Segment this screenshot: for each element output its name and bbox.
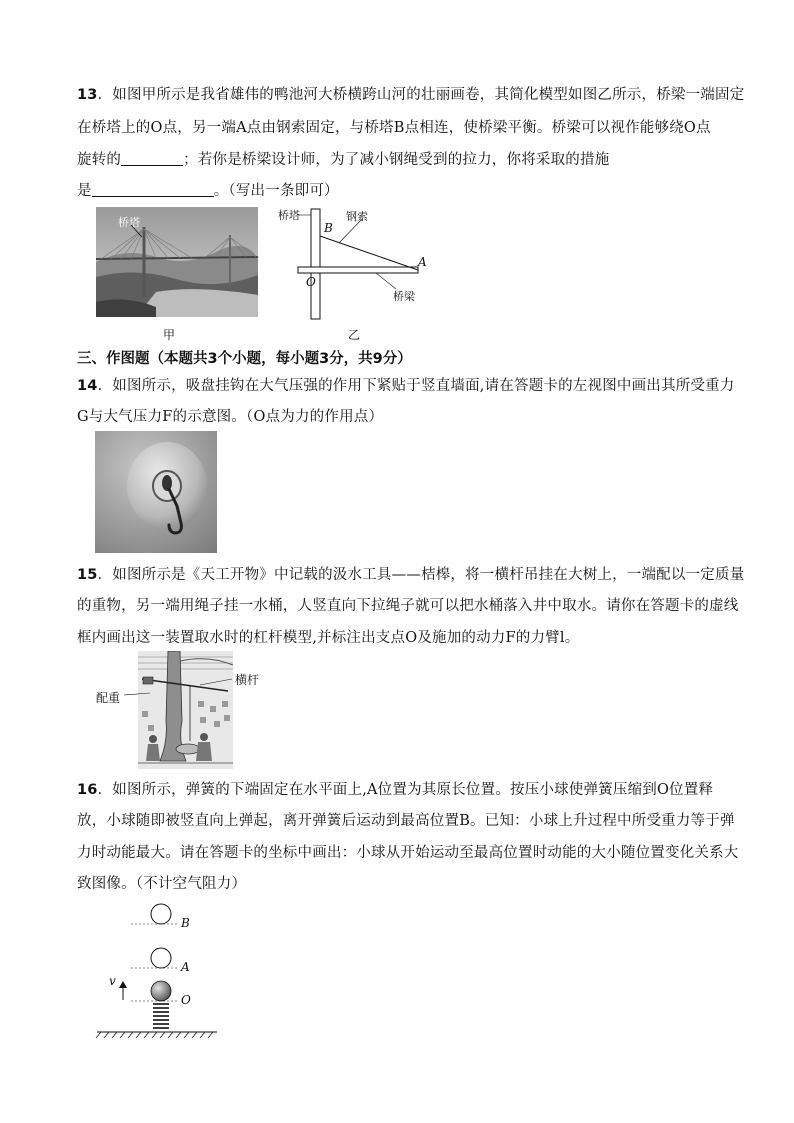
velocity-label: v bbox=[109, 974, 116, 988]
figure-jia-caption: 甲 bbox=[163, 328, 176, 342]
point-o-label: O bbox=[306, 275, 316, 289]
bridge-model-diagram bbox=[276, 205, 436, 323]
position-a-label: A bbox=[181, 960, 190, 974]
q15-line-1: 15．如图所示是《天工开物》中记载的汲水工具——桔槔，将一横杆吊挂在大树上，一端配以一定质量 bbox=[77, 567, 745, 583]
q16-line-1: 16．如图所示，弹簧的下端固定在水平面上,A位置为其原长位置。按压小球使弹簧压缩到O位置释 bbox=[77, 782, 714, 798]
q15-line-3: 框内画出这一装置取水时的杠杆模型,并标注出支点O及施加的动力F的力臂l。 bbox=[77, 630, 580, 646]
q13-line-1: 13．如图甲所示是我省雄伟的鸭池河大桥横跨山河的壮丽画卷，其简化模型如图乙所示，桥梁一端固定 bbox=[77, 87, 745, 103]
position-o-label: O bbox=[181, 993, 191, 1007]
q13-number: 13 bbox=[77, 87, 98, 103]
q13-line-4: 是 。（写出一条即可） bbox=[77, 183, 339, 199]
spring-ball-diagram bbox=[95, 898, 225, 1043]
model-tower-label: 桥塔 bbox=[278, 209, 300, 222]
point-a-label: A bbox=[418, 255, 427, 269]
q13-line-2: 在桥塔上的O点，另一端A点由钢索固定，与桥塔B点相连，使桥梁平衡。桥梁可以视作能够绕O点 bbox=[77, 120, 711, 136]
section-title: 三、作图题（本题共3个小题，每小题3分，共9分） bbox=[77, 351, 412, 367]
q14-line-2: G与大气压力F的示意图。（O点为力的作用点） bbox=[77, 409, 384, 425]
q13-answer-blank-1[interactable] bbox=[121, 151, 183, 166]
q16-line-3: 力时动能最大。请在答题卡的坐标中画出：小球从开始运动至最高位置时动能的大小随位置变化关系大 bbox=[77, 845, 739, 861]
point-b-label: B bbox=[324, 221, 333, 235]
q15-line-2: 的重物，另一端用绳子挂一水桶，人竖直向下拉绳子就可以把水桶落入井中取水。请你在答题卡的虚线 bbox=[77, 598, 739, 614]
model-cable-label: 钢索 bbox=[346, 210, 368, 223]
q13-line-3: 旋转的 ；若你是桥梁设计师，为了减小钢绳受到的拉力，你将采取的措施 bbox=[77, 152, 610, 168]
figure-yi-caption: 乙 bbox=[348, 328, 361, 342]
q13-answer-blank-2[interactable] bbox=[92, 182, 214, 197]
q16-number: 16 bbox=[77, 782, 98, 798]
q14-number: 14 bbox=[77, 378, 98, 394]
position-b-label: B bbox=[181, 916, 190, 930]
well-sweep-leader-lines bbox=[120, 667, 240, 707]
q16-line-4: 致图像。（不计空气阻力） bbox=[77, 876, 247, 892]
bridge-photo bbox=[96, 207, 258, 317]
model-beam-label: 桥梁 bbox=[393, 290, 415, 303]
counterweight-label: 配重 bbox=[96, 691, 121, 705]
q16-line-2: 放，小球随即被竖直向上弹起，离开弹簧后运动到最高位置B。已知：小球上升过程中所受重力等于弹 bbox=[77, 813, 735, 829]
tower-label: 桥塔 bbox=[118, 216, 140, 229]
q15-number: 15 bbox=[77, 567, 98, 583]
lever-label: 横杆 bbox=[235, 673, 260, 687]
q14-line-1: 14．如图所示，吸盘挂钩在大气压强的作用下紧贴于竖直墙面,请在答题卡的左视图中画出其所受重力 bbox=[77, 378, 735, 394]
suction-hook-photo bbox=[95, 431, 217, 553]
